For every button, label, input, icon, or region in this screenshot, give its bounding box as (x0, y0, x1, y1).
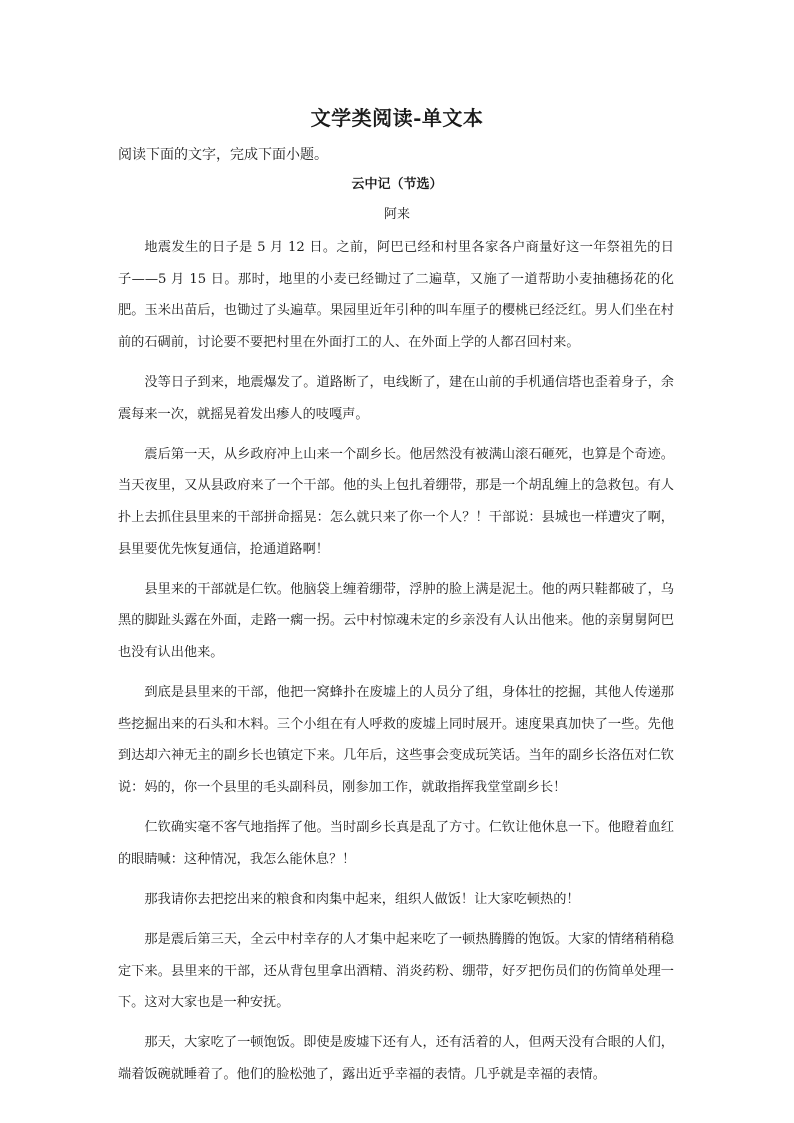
paragraph: 那是震后第三天，全云中村幸存的人才集中起来吃了一顿热腾腾的饱饭。大家的情绪稍稍稳定下来。县里来的干部，还从背包里拿出酒精、消炎药粉、绷带，好歹把伤员们的伤简单处理一下。这对大家也是一种安抚。 (118, 932, 674, 1011)
reading-instruction: 阅读下面的文字，完成下面小题。 (118, 147, 328, 163)
article-title: 云中记（节选） (351, 177, 443, 192)
paragraph: 到底是县里来的干部，他把一窝蜂扑在废墟上的人员分了组，身体壮的挖掘，其他人传递那些挖掘出来的石头和木料。三个小组在有人呼救的废墟上同时展开。速度果真加快了一些。先他到达却六神无主的副乡长也镇定下来。几年后，这些事会变成玩笑话。当年的副乡长洛伍对仁钦说：妈的，你一个县里的毛头副科员，刚参加工作，就敢指挥我堂堂副乡长！ (118, 685, 674, 795)
paragraph: 那我请你去把挖出来的粮食和肉集中起来，组织人做饭！让大家吃顿热的！ (144, 891, 580, 907)
paragraph: 县里来的干部就是仁钦。他脑袋上缠着绷带，浮肿的脸上满是泥土。他的两只鞋都破了，乌黑的脚趾头露在外面，走路一瘸一拐。云中村惊魂未定的乡亲没有人认出他来。他的亲舅舅阿巴也没有认出他来。 (118, 581, 674, 660)
article-body (118, 232, 674, 1099)
paragraph: 地震发生的日子是 5 月 12 日。之前，阿巴已经和村里各家各户商量好这一年祭祖先的日子——5 月 15 日。那时，地里的小麦已经锄过了二遍草，又施了一道帮助小麦抽穗扬花的化肥。玉米出苗后，也锄过了头遍草。果园里近年引种的叫车厘子的樱桃已经泛红。男人们坐在村前的石碉前，讨论要不要把村里在外面打工的人、在外面上学的人都召回村来。 (118, 240, 674, 350)
paragraph: 震后第一天，从乡政府冲上山来一个副乡长。他居然没有被满山滚石砸死，也算是个奇迹。当天夜里，又从县政府来了一个干部。他的头上包扎着绷带，那是一个胡乱缠上的急救包。有人扑上去抓住县里来的干部拼命摇晃：怎么就只来了你一个人？！干部说：县城也一样遭灾了啊，县里要优先恢复通信，抢通道路啊！ (118, 446, 674, 557)
paragraph: 那天，大家吃了一顿饱饭。即使是废墟下还有人，还有活着的人，但两天没有合眼的人们，端着饭碗就睡着了。他们的脸松弛了，露出近乎幸福的表情。几乎就是幸福的表情。 (118, 1035, 674, 1082)
article-author: 阿来 (383, 207, 410, 222)
paragraph: 没等日子到来，地震爆发了。道路断了，电线断了，建在山前的手机通信塔也歪着身子，余震每来一次，就摇晃着发出瘆人的吱嘎声。 (118, 374, 674, 422)
page-title: 文学类阅读-单文本 (310, 106, 484, 130)
paragraph: 仁钦确实毫不客气地指挥了他。当时副乡长真是乱了方寸。仁钦让他休息一下。他瞪着血红的眼睛喊：这种情况，我怎么能休息？！ (118, 820, 674, 867)
